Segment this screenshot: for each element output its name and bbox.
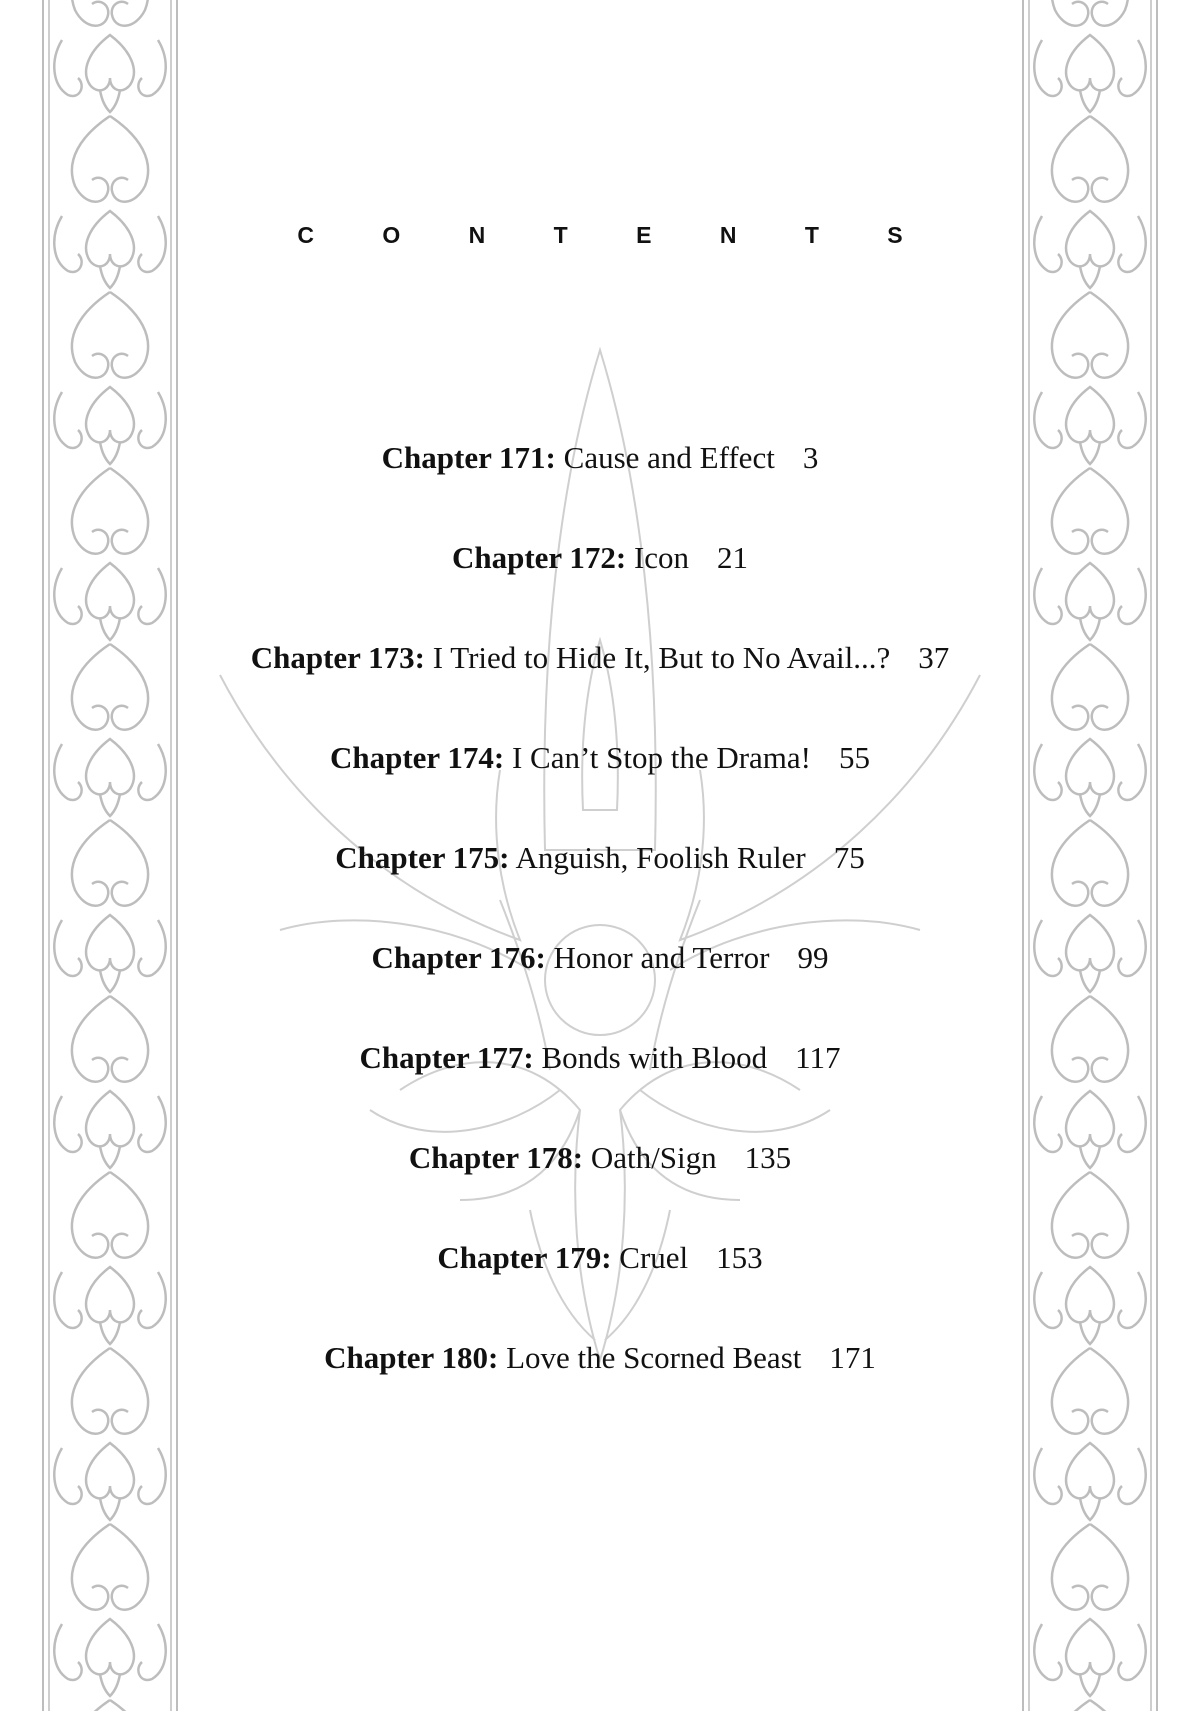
chapter-number: Chapter 174:: [329, 740, 505, 775]
chapter-title: Oath/Sign: [590, 1140, 717, 1175]
chapter-number: Chapter 177:: [359, 1040, 534, 1075]
chapter-title: Bonds with Blood: [541, 1040, 768, 1075]
chapter-number: Chapter 179:: [437, 1240, 612, 1275]
toc-entry[interactable]: [0, 1040, 1200, 1140]
chapter-title: Icon: [633, 540, 690, 575]
scroll-motif: [54, 292, 165, 464]
chapter-title: I Can’t Stop the Drama!: [511, 740, 811, 775]
page-number: 117: [795, 1040, 841, 1075]
toc-entry[interactable]: [0, 440, 1200, 540]
chapter-number: Chapter 172:: [451, 540, 627, 575]
toc-entry[interactable]: [0, 1240, 1200, 1340]
page-number: 55: [839, 740, 870, 775]
chapter-number: Chapter 173:: [250, 640, 425, 675]
chapter-title: I Tried to Hide It, But to No Avail...?: [432, 640, 891, 675]
chapter-title: Honor and Terror: [553, 940, 770, 975]
chapter-number: Chapter 176:: [371, 940, 546, 975]
scroll-motif: [1034, 1524, 1145, 1696]
toc-entry[interactable]: [0, 640, 1200, 740]
chapter-number: Chapter 180:: [324, 1340, 499, 1375]
toc-entry[interactable]: [0, 940, 1200, 1040]
scroll-motif: [1034, 0, 1145, 112]
scroll-motif: [54, 1524, 165, 1696]
chapter-number: Chapter 178:: [408, 1140, 584, 1175]
toc-entry[interactable]: [0, 1140, 1200, 1240]
toc-entry[interactable]: [0, 740, 1200, 840]
chapter-title: Love the Scorned Beast: [506, 1340, 802, 1375]
chapter-number: Chapter 171:: [381, 440, 556, 475]
contents-heading: C O N T E N T S: [297, 222, 934, 248]
page-number: 75: [833, 840, 865, 875]
toc-entry[interactable]: [0, 1340, 1200, 1440]
page-number: 153: [716, 1240, 763, 1275]
scroll-motif: [1034, 292, 1145, 464]
chapter-title: Cause and Effect: [563, 440, 775, 475]
scroll-motif: [1034, 116, 1145, 288]
chapter-number: Chapter 175:: [335, 840, 510, 875]
chapter-title: Cruel: [619, 1240, 689, 1275]
scroll-motif: [54, 116, 165, 288]
page-number: 99: [797, 940, 829, 975]
toc-entry[interactable]: [0, 840, 1200, 940]
chapter-title: Anguish, Foolish Ruler: [515, 840, 806, 875]
page-number: 37: [918, 640, 950, 675]
page-number: 171: [829, 1340, 876, 1375]
toc-entry[interactable]: [0, 540, 1200, 640]
page-number: 135: [744, 1140, 792, 1175]
table-of-contents: [0, 440, 1200, 1440]
scroll-motif: [1034, 1700, 1145, 1711]
page-number: 21: [717, 540, 749, 575]
scroll-motif: [54, 0, 165, 112]
page-number: 3: [802, 440, 819, 475]
scroll-motif: [54, 1700, 165, 1711]
